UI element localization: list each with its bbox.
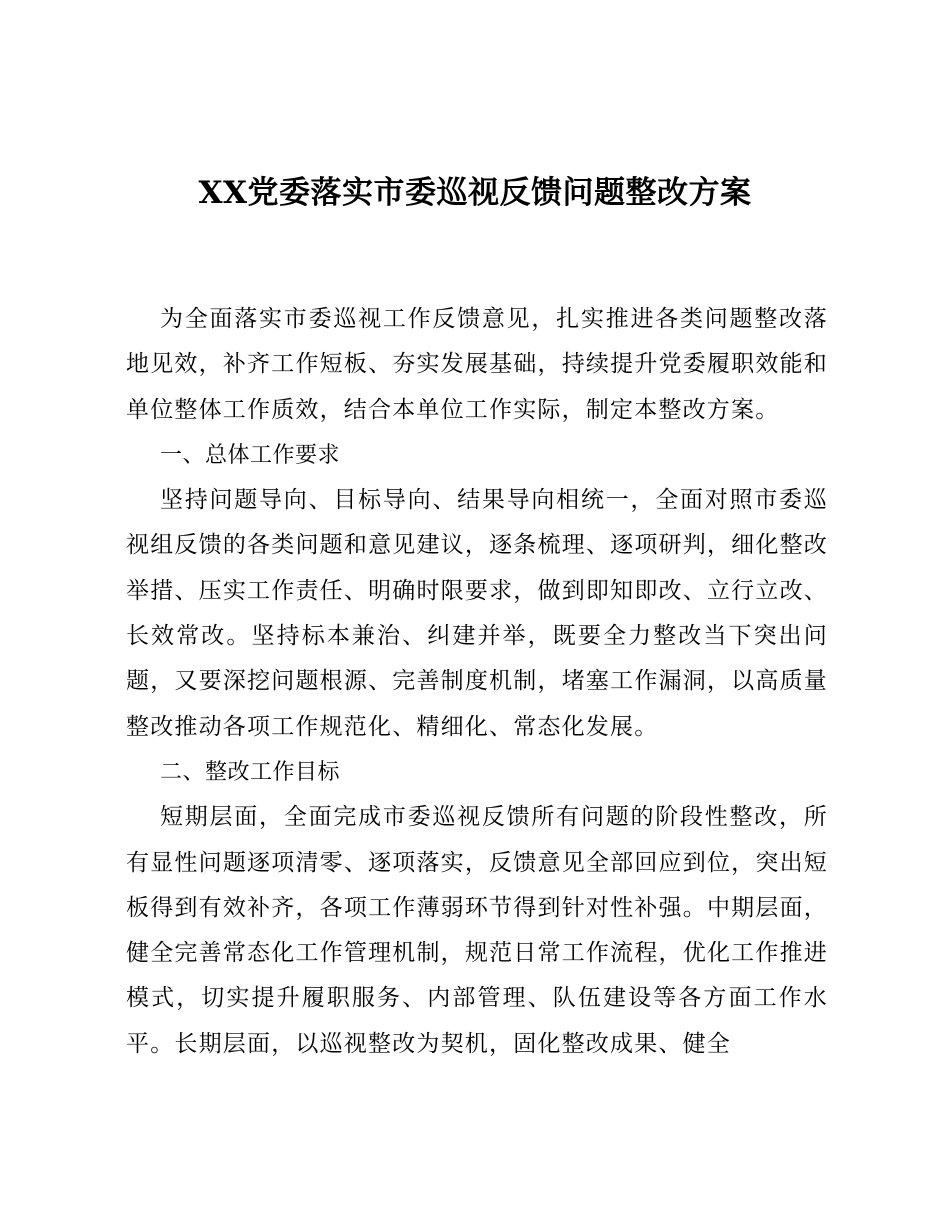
section-heading-goals: 二、整改工作目标: [160, 759, 341, 785]
document-body: [126, 297, 828, 1067]
document-title: XX党委落实市委巡视反馈问题整改方案: [198, 175, 752, 211]
section-paragraph-goals: 短期层面，全面完成市委巡视反馈所有问题的阶段性整改，所有显性问题逐项清零、逐项落实，反馈意见全部回应到位，突出短板得到有效补齐，各项工作薄弱环节得到针对性补强。中期层面，健全完善常态化工作管理机制，规范日常工作流程，优化工作推进模式，切实提升履职服务、内部管理、队伍建设等各方面工作水平。长期层面，以巡视整改为契机，固化整改成果、健全: [126, 804, 828, 1057]
intro-paragraph: 为全面落实市委巡视工作反馈意见，扎实推进各类问题整改落地见效，补齐工作短板、夯实发展基础，持续提升党委履职效能和单位整体工作质效，结合本单位工作实际，制定本整改方案。: [126, 306, 828, 423]
section-paragraph-requirements: 坚持问题导向、目标导向、结果导向相统一，全面对照市委巡视组反馈的各类问题和意见建议，逐条梳理、逐项研判，细化整改举措、压实工作责任、明确时限要求，做到即知即改、立行立改、长效常改。坚持标本兼治、纠建并举，既要全力整改当下突出问题，又要深挖问题根源、完善制度机制，堵塞工作漏洞，以高质量整改推动各项工作规范化、精细化、常态化发展。: [126, 487, 828, 740]
section-heading-requirements: 一、总体工作要求: [160, 442, 341, 468]
